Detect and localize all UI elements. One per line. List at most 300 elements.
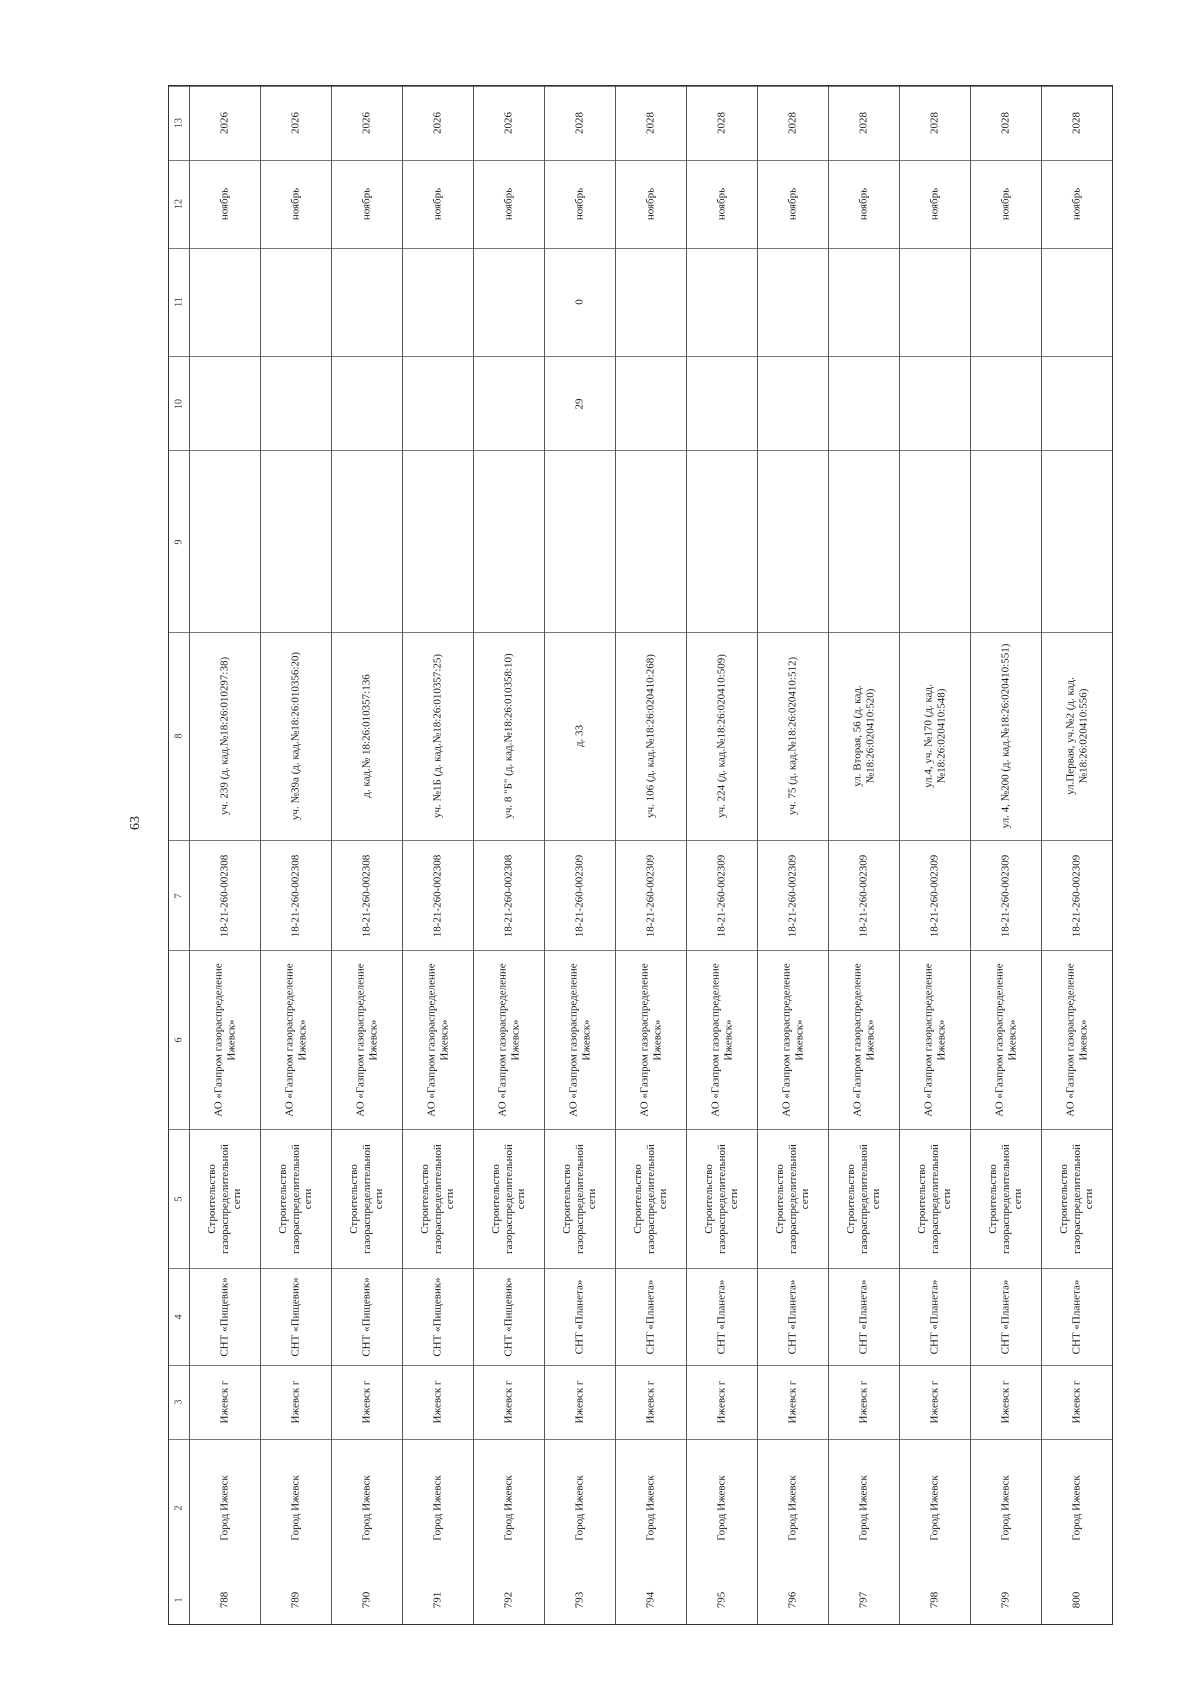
row-number-text: 799: [999, 1591, 1012, 1608]
row-number-text: 793: [573, 1591, 586, 1608]
object-code-cell-text: 18-21-260-002309: [928, 854, 941, 937]
address-cell-text: уч. 224 (д. кад.№18:26:020410:509): [715, 654, 728, 819]
snt-cell: [190, 1268, 260, 1365]
column-header-13: [169, 86, 189, 160]
col9-cell: [332, 450, 402, 631]
snt-cell: [1042, 1268, 1112, 1365]
table-row: [544, 86, 615, 1624]
year-cell-text: 2026: [431, 112, 444, 135]
snt-cell: [545, 1268, 615, 1365]
area-cell: [971, 1439, 1041, 1576]
city-cell: [900, 1365, 970, 1439]
address-cell: [403, 632, 473, 841]
month-cell-text: ноябрь: [218, 188, 231, 221]
year-cell: [190, 86, 260, 160]
address-cell-text: уч. 8 "Б" (д. кад.№18:26:010358:10): [502, 653, 515, 820]
row-number-text: 788: [218, 1591, 231, 1608]
year-cell-text: 2026: [218, 112, 231, 135]
year-cell-text: 2028: [644, 112, 657, 135]
object-code-cell: [261, 840, 331, 950]
work-type-cell-text: Строительство газораспределительной сети: [703, 1143, 741, 1254]
row-number: [190, 1576, 260, 1624]
work-type-cell: [829, 1129, 899, 1268]
column-header-label: 8: [173, 733, 185, 739]
area-cell-text: Город Ижевск: [715, 1474, 728, 1541]
city-cell-text: Ижевск г: [928, 1380, 941, 1424]
city-cell-text: Ижевск г: [1070, 1380, 1083, 1424]
object-code-cell: [1042, 840, 1112, 950]
column-header-label: 10: [173, 398, 185, 409]
address-cell-text: ул. Вторая, 56 (д. кад.№18:26:020410:520): [851, 685, 876, 788]
row-number: [545, 1576, 615, 1624]
work-type-cell-text: Строительство газораспределительной сети: [916, 1143, 954, 1254]
col10-cell: [900, 356, 970, 451]
col10-cell-text: 29: [573, 398, 586, 410]
address-cell-text: уч. 106 (д. кад.№18:26:020410:268): [644, 654, 657, 819]
city-cell: [403, 1365, 473, 1439]
col10-cell: [261, 356, 331, 451]
column-header-3: [169, 1365, 189, 1439]
city-cell: [545, 1365, 615, 1439]
city-cell-text: Ижевск г: [999, 1380, 1012, 1424]
area-cell: [758, 1439, 828, 1576]
snt-cell-text: СНТ «Пищевик»: [218, 1277, 231, 1357]
address-cell-text: уч. №1Б (д. кад.№18:26:010357:25): [431, 654, 444, 819]
city-cell-text: Ижевск г: [360, 1380, 373, 1424]
column-header-9: [169, 450, 189, 631]
col11-cell: [261, 248, 331, 355]
organization-cell-text: АО «Газпром газораспределение Ижевск»: [922, 963, 947, 1117]
snt-cell: [403, 1268, 473, 1365]
object-code-cell: [829, 840, 899, 950]
object-code-cell-text: 18-21-260-002308: [502, 854, 515, 937]
city-cell: [332, 1365, 402, 1439]
object-code-cell: [474, 840, 544, 950]
work-type-cell: [261, 1129, 331, 1268]
year-cell-text: 2026: [360, 112, 373, 135]
area-cell-text: Город Ижевск: [999, 1474, 1012, 1541]
table-row: [260, 86, 331, 1624]
col10-cell: [971, 356, 1041, 451]
column-header-label: 12: [173, 199, 185, 210]
row-number: [261, 1576, 331, 1624]
row-number: [1042, 1576, 1112, 1624]
work-type-cell: [687, 1129, 757, 1268]
object-code-cell-text: 18-21-260-002309: [786, 854, 799, 937]
object-code-cell-text: 18-21-260-002309: [857, 854, 870, 937]
snt-cell: [474, 1268, 544, 1365]
city-cell-text: Ижевск г: [289, 1380, 302, 1424]
snt-cell: [261, 1268, 331, 1365]
col11-cell: [900, 248, 970, 355]
area-cell-text: Город Ижевск: [502, 1474, 515, 1541]
work-type-cell-text: Строительство газораспределительной сети: [632, 1143, 670, 1254]
object-code-cell-text: 18-21-260-002308: [218, 854, 231, 937]
month-cell: [190, 160, 260, 248]
year-cell: [1042, 86, 1112, 160]
area-cell: [829, 1439, 899, 1576]
header-row: [169, 86, 189, 1624]
snt-cell-text: СНТ «Планета»: [1070, 1279, 1083, 1355]
page-number: 63: [128, 816, 143, 830]
col9-cell: [474, 450, 544, 631]
row-number-text: 792: [502, 1591, 515, 1608]
year-cell-text: 2028: [928, 112, 941, 135]
organization-cell-text: АО «Газпром газораспределение Ижевск»: [638, 963, 663, 1117]
address-cell: [545, 632, 615, 841]
col10-cell: [687, 356, 757, 451]
month-cell: [687, 160, 757, 248]
col10-cell: [190, 356, 260, 451]
month-cell: [1042, 160, 1112, 248]
column-header-label: 4: [173, 1314, 185, 1320]
row-number: [829, 1576, 899, 1624]
address-cell-text: д. кад.№ 18:26:010357:136: [360, 674, 373, 799]
month-cell: [261, 160, 331, 248]
area-cell-text: Город Ижевск: [289, 1474, 302, 1541]
month-cell: [900, 160, 970, 248]
row-number: [971, 1576, 1041, 1624]
organization-cell-text: АО «Газпром газораспределение Ижевск»: [354, 963, 379, 1117]
col11-cell: [403, 248, 473, 355]
col11-cell: [332, 248, 402, 355]
snt-cell-text: СНТ «Пищевик»: [289, 1277, 302, 1357]
month-cell-text: ноябрь: [289, 188, 302, 221]
year-cell: [687, 86, 757, 160]
city-cell: [261, 1365, 331, 1439]
row-number-text: 790: [360, 1591, 373, 1608]
object-code-cell-text: 18-21-260-002308: [431, 854, 444, 937]
address-cell: [971, 632, 1041, 841]
col9-cell: [616, 450, 686, 631]
area-cell-text: Город Ижевск: [928, 1474, 941, 1541]
address-cell-text: ул.Первая, уч.№2 (д. кад.№18:26:020410:556): [1064, 677, 1089, 796]
snt-cell: [829, 1268, 899, 1365]
organization-cell-text: АО «Газпром газораспределение Ижевск»: [1064, 963, 1089, 1117]
address-cell-text: уч. 239 (д. кад.№18:26:010297:38): [218, 657, 231, 816]
col11-cell: [829, 248, 899, 355]
organization-cell: [758, 950, 828, 1129]
address-cell: [332, 632, 402, 841]
address-cell-text: уч. 75 (д. кад.№18:26:020410:512): [786, 657, 799, 816]
month-cell: [758, 160, 828, 248]
year-cell: [616, 86, 686, 160]
month-cell-text: ноябрь: [1070, 188, 1083, 221]
month-cell-text: ноябрь: [431, 188, 444, 221]
area-cell: [190, 1439, 260, 1576]
column-header-label: 6: [173, 1037, 185, 1043]
col11-cell: [687, 248, 757, 355]
work-type-cell: [474, 1129, 544, 1268]
organization-cell-text: АО «Газпром газораспределение Ижевск»: [425, 963, 450, 1117]
organization-cell-text: АО «Газпром газораспределение Ижевск»: [496, 963, 521, 1117]
col9-cell: [190, 450, 260, 631]
column-header-label: 13: [173, 118, 185, 129]
col10-cell: [474, 356, 544, 451]
organization-cell: [474, 950, 544, 1129]
address-cell: [261, 632, 331, 841]
row-number-text: 794: [644, 1591, 657, 1608]
year-cell-text: 2028: [715, 112, 728, 135]
month-cell: [332, 160, 402, 248]
year-cell: [332, 86, 402, 160]
col10-cell: [758, 356, 828, 451]
area-cell: [332, 1439, 402, 1576]
object-code-cell-text: 18-21-260-002309: [1070, 854, 1083, 937]
year-cell: [403, 86, 473, 160]
col10-cell: [332, 356, 402, 451]
organization-cell: [545, 950, 615, 1129]
city-cell: [829, 1365, 899, 1439]
city-cell: [971, 1365, 1041, 1439]
month-cell-text: ноябрь: [857, 188, 870, 221]
organization-cell: [403, 950, 473, 1129]
col9-cell: [261, 450, 331, 631]
address-cell: [1042, 632, 1112, 841]
organization-cell: [1042, 950, 1112, 1129]
year-cell-text: 2028: [786, 112, 799, 135]
column-header-label: 1: [173, 1597, 185, 1603]
col9-cell: [403, 450, 473, 631]
table-row: [970, 86, 1041, 1624]
year-cell: [829, 86, 899, 160]
object-code-cell-text: 18-21-260-002308: [289, 854, 302, 937]
object-code-cell-text: 18-21-260-002309: [999, 854, 1012, 937]
address-cell: [616, 632, 686, 841]
area-cell-text: Город Ижевск: [218, 1474, 231, 1541]
year-cell: [900, 86, 970, 160]
work-type-cell: [332, 1129, 402, 1268]
row-number-text: 791: [431, 1591, 444, 1608]
organization-cell-text: АО «Газпром газораспределение Ижевск»: [780, 963, 805, 1117]
snt-cell-text: СНТ «Планета»: [715, 1279, 728, 1355]
organization-cell-text: АО «Газпром газораспределение Ижевск»: [709, 963, 734, 1117]
year-cell: [758, 86, 828, 160]
table-row: [757, 86, 828, 1624]
city-cell-text: Ижевск г: [715, 1380, 728, 1424]
year-cell-text: 2028: [999, 112, 1012, 135]
year-cell: [971, 86, 1041, 160]
work-type-cell-text: Строительство газораспределительной сети: [490, 1143, 528, 1254]
work-type-cell-text: Строительство газораспределительной сети: [206, 1143, 244, 1254]
month-cell: [403, 160, 473, 248]
year-cell-text: 2026: [502, 112, 515, 135]
snt-cell: [332, 1268, 402, 1365]
area-cell-text: Город Ижевск: [786, 1474, 799, 1541]
snt-cell-text: СНТ «Пищевик»: [360, 1277, 373, 1357]
table-row: [686, 86, 757, 1624]
area-cell: [474, 1439, 544, 1576]
table-row: [899, 86, 970, 1624]
row-number: [474, 1576, 544, 1624]
col9-cell: [758, 450, 828, 631]
col11-cell: [616, 248, 686, 355]
month-cell-text: ноябрь: [644, 188, 657, 221]
snt-cell-text: СНТ «Пищевик»: [502, 1277, 515, 1357]
area-cell: [616, 1439, 686, 1576]
column-header-7: [169, 840, 189, 950]
organization-cell-text: АО «Газпром газораспределение Ижевск»: [851, 963, 876, 1117]
work-type-cell-text: Строительство газораспределительной сети: [419, 1143, 457, 1254]
month-cell: [616, 160, 686, 248]
area-cell: [403, 1439, 473, 1576]
column-header-5: [169, 1129, 189, 1268]
data-table: [168, 85, 1113, 1625]
table-row: [189, 86, 260, 1624]
snt-cell-text: СНТ «Планета»: [857, 1279, 870, 1355]
snt-cell-text: СНТ «Планета»: [644, 1279, 657, 1355]
address-cell: [829, 632, 899, 841]
month-cell-text: ноябрь: [786, 188, 799, 221]
object-code-cell: [971, 840, 1041, 950]
work-type-cell: [900, 1129, 970, 1268]
row-number: [758, 1576, 828, 1624]
city-cell: [474, 1365, 544, 1439]
organization-cell: [900, 950, 970, 1129]
column-header-label: 3: [173, 1399, 185, 1405]
organization-cell-text: АО «Газпром газораспределение Ижевск»: [283, 963, 308, 1117]
year-cell: [261, 86, 331, 160]
row-number-text: 797: [857, 1591, 870, 1608]
object-code-cell: [403, 840, 473, 950]
area-cell-text: Город Ижевск: [857, 1474, 870, 1541]
month-cell-text: ноябрь: [573, 188, 586, 221]
organization-cell: [190, 950, 260, 1129]
work-type-cell: [403, 1129, 473, 1268]
area-cell: [1042, 1439, 1112, 1576]
city-cell-text: Ижевск г: [644, 1380, 657, 1424]
work-type-cell: [1042, 1129, 1112, 1268]
work-type-cell: [758, 1129, 828, 1268]
city-cell: [190, 1365, 260, 1439]
column-header-8: [169, 632, 189, 841]
address-cell: [474, 632, 544, 841]
work-type-cell-text: Строительство газораспределительной сети: [987, 1143, 1025, 1254]
column-header-label: 2: [173, 1505, 185, 1511]
area-cell: [545, 1439, 615, 1576]
col9-cell: [971, 450, 1041, 631]
organization-cell: [261, 950, 331, 1129]
col11-cell: [190, 248, 260, 355]
column-header-6: [169, 950, 189, 1129]
object-code-cell: [758, 840, 828, 950]
col11-cell: [758, 248, 828, 355]
snt-cell-text: СНТ «Пищевик»: [431, 1277, 444, 1357]
area-cell-text: Город Ижевск: [1070, 1474, 1083, 1541]
year-cell-text: 2028: [857, 112, 870, 135]
address-cell: [758, 632, 828, 841]
work-type-cell: [190, 1129, 260, 1268]
col9-cell: [900, 450, 970, 631]
organization-cell-text: АО «Газпром газораспределение Ижевск»: [212, 963, 237, 1117]
snt-cell-text: СНТ «Планета»: [786, 1279, 799, 1355]
row-number: [687, 1576, 757, 1624]
organization-cell: [687, 950, 757, 1129]
snt-cell-text: СНТ «Планета»: [999, 1279, 1012, 1355]
row-number-text: 795: [715, 1591, 728, 1608]
object-code-cell-text: 18-21-260-002309: [573, 854, 586, 937]
col10-cell: [829, 356, 899, 451]
object-code-cell-text: 18-21-260-002309: [715, 854, 728, 937]
month-cell: [829, 160, 899, 248]
col11-cell: [474, 248, 544, 355]
row-number-text: 789: [289, 1591, 302, 1608]
row-number: [332, 1576, 402, 1624]
address-cell-text: уч. №39а (д. кад.№18:26:010356:20): [289, 652, 302, 821]
snt-cell: [687, 1268, 757, 1365]
city-cell-text: Ижевск г: [857, 1380, 870, 1424]
snt-cell: [971, 1268, 1041, 1365]
row-number-text: 798: [928, 1591, 941, 1608]
table-row: [473, 86, 544, 1624]
area-cell-text: Город Ижевск: [431, 1474, 444, 1541]
object-code-cell: [332, 840, 402, 950]
year-cell: [474, 86, 544, 160]
address-cell-text: ул.4, уч. №170 (д. кад.№18:26:020410:548): [922, 684, 947, 789]
col9-cell: [1042, 450, 1112, 631]
row-number-text: 796: [786, 1591, 799, 1608]
column-header-4: [169, 1268, 189, 1365]
col11-cell: [545, 248, 615, 355]
column-header-2: [169, 1439, 189, 1576]
work-type-cell: [616, 1129, 686, 1268]
snt-cell-text: СНТ «Планета»: [928, 1279, 941, 1355]
city-cell: [758, 1365, 828, 1439]
month-cell: [545, 160, 615, 248]
work-type-cell: [971, 1129, 1041, 1268]
col10-cell: [1042, 356, 1112, 451]
address-cell: [190, 632, 260, 841]
address-cell: [900, 632, 970, 841]
snt-cell: [900, 1268, 970, 1365]
object-code-cell: [190, 840, 260, 950]
object-code-cell: [616, 840, 686, 950]
object-code-cell-text: 18-21-260-002309: [644, 854, 657, 937]
month-cell-text: ноябрь: [928, 188, 941, 221]
area-cell-text: Город Ижевск: [360, 1474, 373, 1541]
col9-cell: [687, 450, 757, 631]
object-code-cell: [687, 840, 757, 950]
month-cell: [474, 160, 544, 248]
column-header-1: [169, 1576, 189, 1624]
address-cell-text: д. 33: [573, 725, 586, 748]
area-cell: [900, 1439, 970, 1576]
year-cell-text: 2026: [289, 112, 302, 135]
object-code-cell-text: 18-21-260-002308: [360, 854, 373, 937]
col11-cell: [1042, 248, 1112, 355]
month-cell-text: ноябрь: [715, 188, 728, 221]
city-cell-text: Ижевск г: [218, 1380, 231, 1424]
column-header-11: [169, 248, 189, 355]
object-code-cell: [900, 840, 970, 950]
col9-cell: [545, 450, 615, 631]
snt-cell: [616, 1268, 686, 1365]
col11-cell: [971, 248, 1041, 355]
year-cell-text: 2028: [1070, 112, 1083, 135]
city-cell-text: Ижевск г: [431, 1380, 444, 1424]
organization-cell: [332, 950, 402, 1129]
row-number: [616, 1576, 686, 1624]
work-type-cell-text: Строительство газораспределительной сети: [774, 1143, 812, 1254]
snt-cell-text: СНТ «Планета»: [573, 1279, 586, 1355]
month-cell-text: ноябрь: [999, 188, 1012, 221]
address-cell-text: ул. 4, №200 (д. кад.№18:26:020410:551): [999, 644, 1012, 829]
month-cell-text: ноябрь: [502, 188, 515, 221]
snt-cell: [758, 1268, 828, 1365]
row-number: [403, 1576, 473, 1624]
column-header-label: 7: [173, 893, 185, 899]
object-code-cell: [545, 840, 615, 950]
